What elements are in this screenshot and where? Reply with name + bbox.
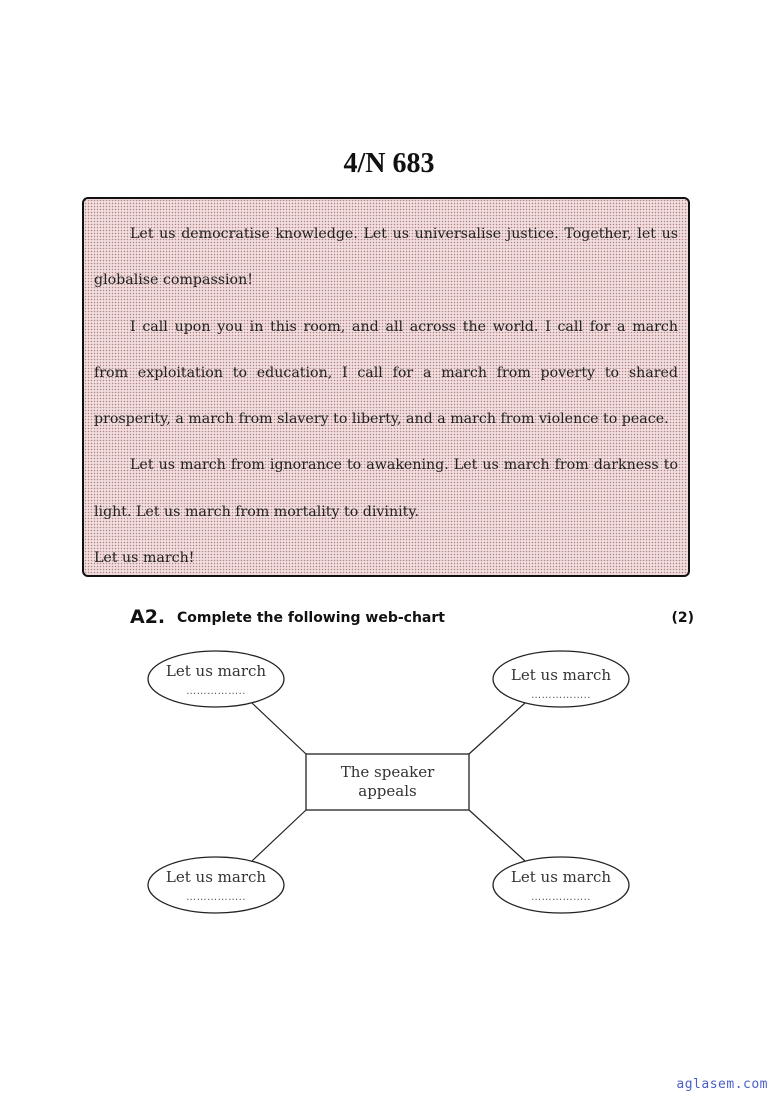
- question-text: Complete the following web-chart: [177, 610, 445, 626]
- question-marks: (2): [671, 610, 694, 626]
- question-number: A2.: [130, 606, 166, 628]
- oval-top-right-blank: ……………..: [531, 690, 591, 701]
- passage-paragraph-1: Let us democratise knowledge. Let us universalise justice. Together, let us globalise compassion!: [94, 226, 678, 289]
- oval-bottom-right-label: Let us march: [510, 868, 612, 886]
- oval-top-left-blank: ……………..: [186, 686, 246, 697]
- oval-top-right-label: Let us march: [510, 666, 612, 684]
- connector-bottom-right: [469, 810, 525, 861]
- source-watermark: aglasem.com: [676, 1077, 768, 1092]
- oval-bottom-left-label: Let us march: [165, 868, 267, 886]
- page-code: 4/N 683: [343, 148, 435, 179]
- connector-bottom-left: [252, 810, 306, 861]
- passage-paragraph-3: Let us march from ignorance to awakening. Let us march from darkness to light. Let us march from mortality to divinity.: [94, 457, 678, 520]
- oval-top-left-label: Let us march: [165, 662, 267, 680]
- connector-top-right: [469, 703, 525, 754]
- passage-paragraph-2: I call upon you in this room, and all across the world. I call for a march from exploitation to education, I call for a march from poverty to shared prosperity, a march from slavery to liberty, and a march from violence to peace.: [94, 318, 678, 428]
- center-label-line2: appeals: [358, 782, 417, 800]
- center-label-line1: The speaker: [340, 763, 435, 781]
- oval-bottom-left-blank: ……………..: [186, 892, 246, 903]
- connector-top-left: [252, 703, 306, 754]
- passage-closing: Let us march!: [94, 550, 195, 567]
- oval-bottom-right-blank: ……………..: [531, 892, 591, 903]
